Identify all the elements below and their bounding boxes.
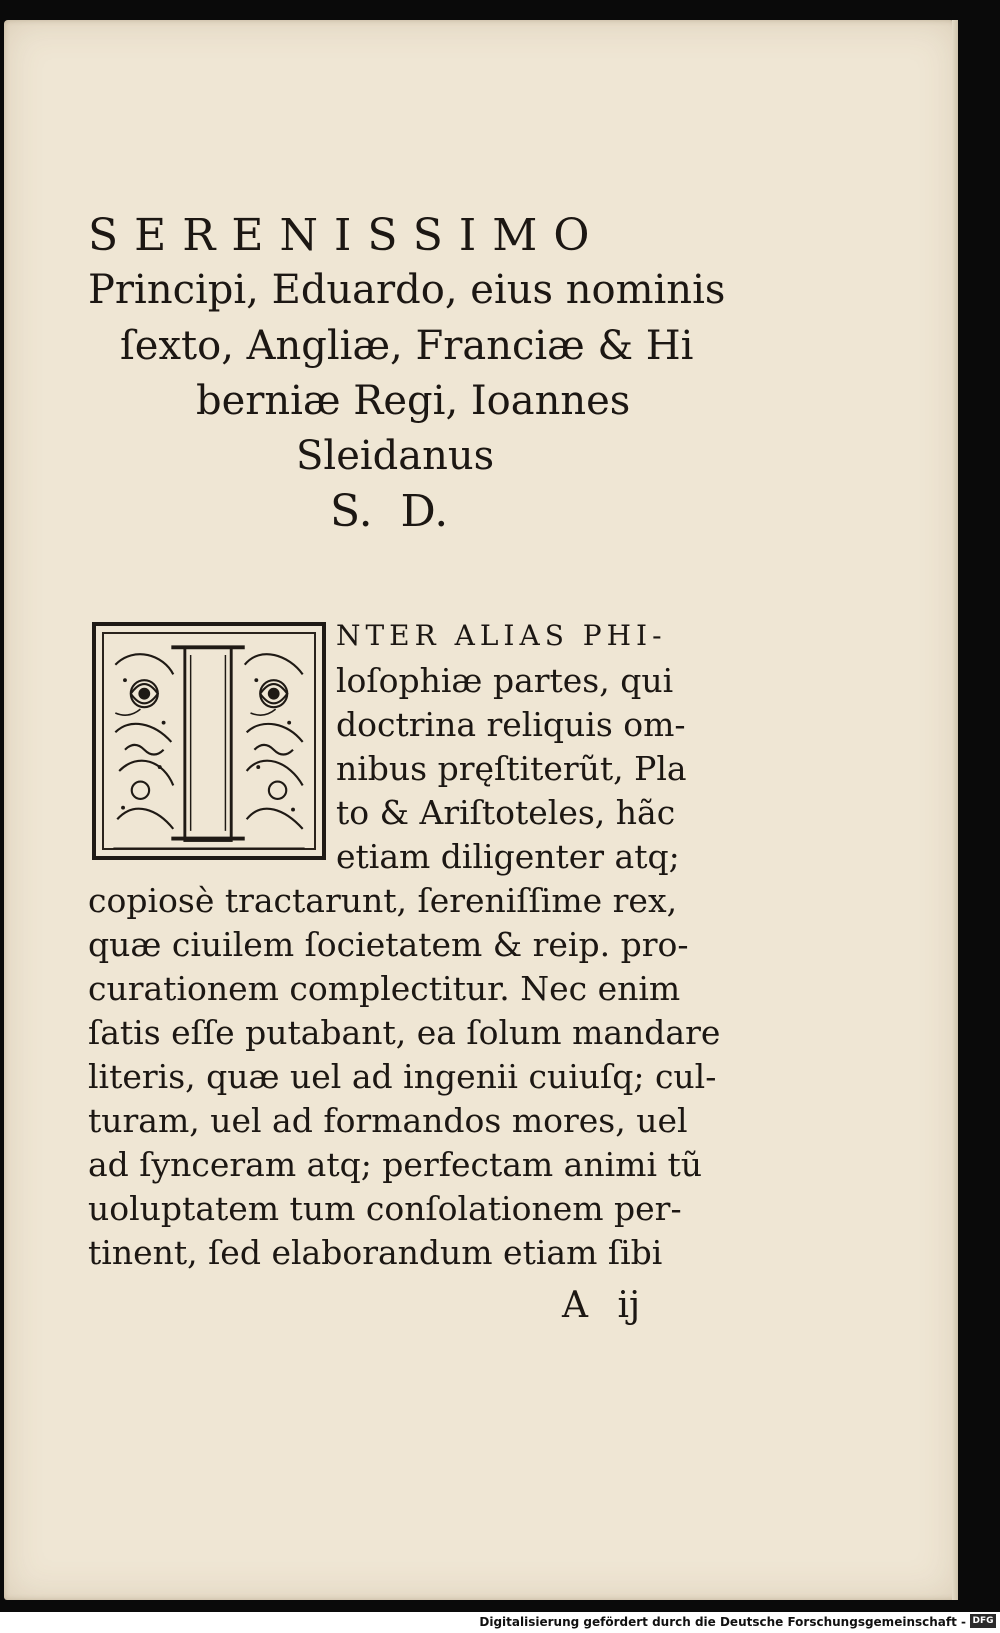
body-line-9: curationem complectitur. Nec enim [88,969,681,1008]
body-line-6: etiam diligenter atq; [336,837,680,876]
body-line-8: quæ ciuilem ſocietatem & reip. pro- [88,925,689,964]
body-line-3: doctrina reliquis om- [336,705,686,744]
body-line-4: nibus pręſtiterũt, Pla [336,749,687,788]
heading-line-4: berniæ Regi, Ioannes [196,378,631,424]
body-line-5: to & Ariſtoteles, hãc [336,793,676,832]
footer-credit: Digitalisierung gefördert durch die Deutsche Forschungsgemeinschaft - [479,1615,966,1629]
decorated-initial-i [92,622,326,860]
heading-line-2: Principi, Eduardo, eius nominis [88,267,726,313]
heading-line-3: ſexto, Angliæ, Franciæ & Hi [120,323,694,369]
body-line-7: copiosè tractarunt, ſereniſſime rex, [88,881,678,920]
signature-mark: A ij [562,1285,641,1326]
page-edge [952,20,958,1600]
heading-line-5: Sleidanus [296,433,495,479]
body-line-11: literis, quæ uel ad ingenii cuiuſq; cul- [88,1057,717,1096]
body-line-12: turam, uel ad formandos mores, uel [88,1101,688,1140]
dfg-logo: DFG [970,1614,996,1628]
body-line-14: uoluptatem tum conſolationem per- [88,1189,682,1228]
heading-line-6: S. D. [330,486,449,537]
heading-line-1: SERENISSIMO [88,210,606,261]
body-line-15: tinent, ſed elaborandum etiam ſibi [88,1233,663,1272]
body-line-1: NTER ALIAS PHI- [336,619,667,652]
floral-ornament-icon [96,626,322,856]
body-line-10: ſatis eſſe putabant, ea ſolum mandare [88,1013,721,1052]
body-line-2: loſophiæ partes, qui [336,661,674,700]
body-line-13: ad ſynceram atq; perfectam animi tũ [88,1145,703,1184]
